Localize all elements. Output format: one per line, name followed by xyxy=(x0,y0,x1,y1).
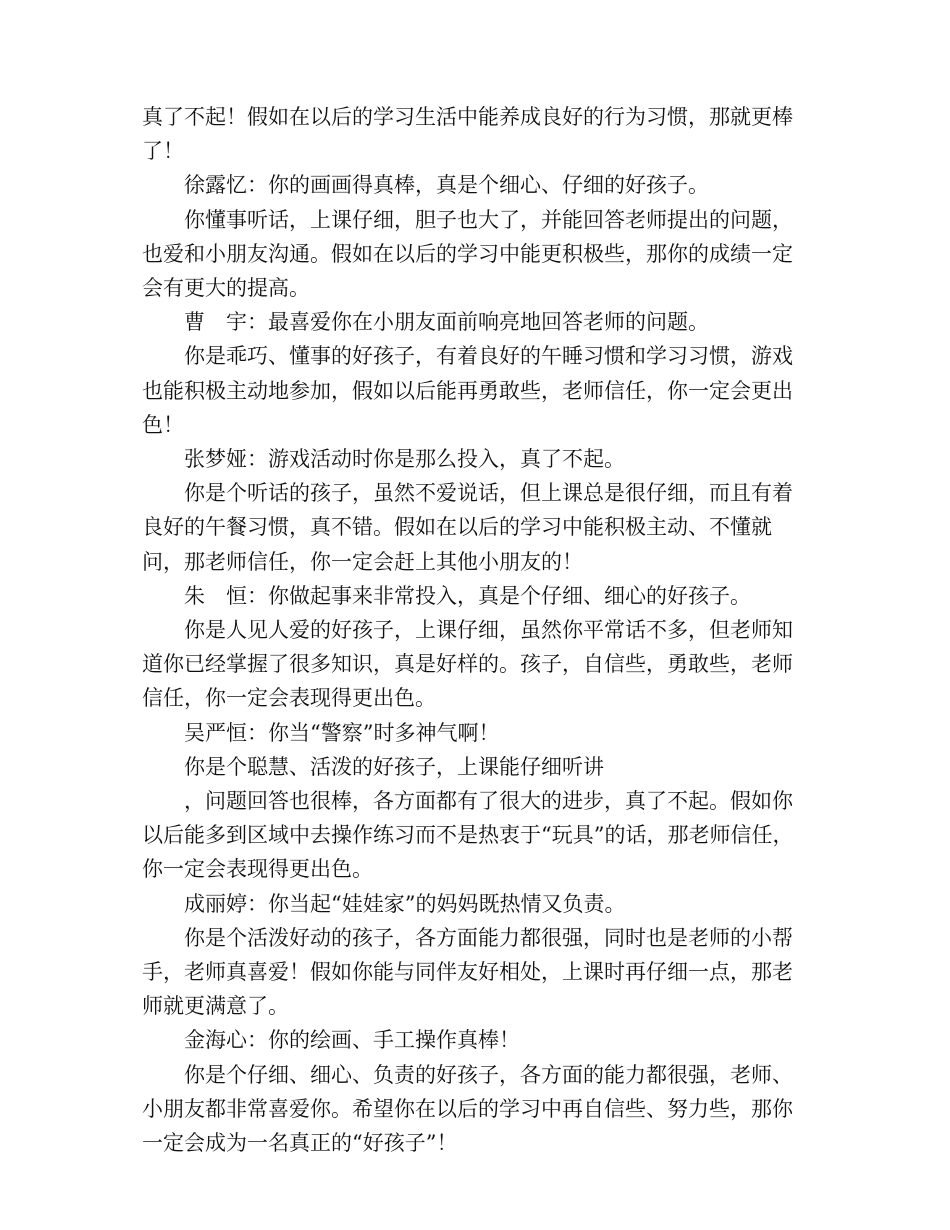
paragraph: 你懂事听话，上课仔细，胆子也大了，并能回答老师提出的问题，也爱和小朋友沟通。假如在以后的学习中能更积极些，那你的成绩一定会有更大的提高。 xyxy=(142,207,793,301)
paragraph: 你是人见人爱的好孩子，上课仔细，虽然你平常话不多，但老师知道你已经掌握了很多知识，真是好样的。孩子，自信些，勇敢些，老师信任，你一定会表现得更出色。 xyxy=(142,618,793,711)
paragraph: 成丽婷：你当起“娃娃家”的妈妈既热情又负责。 xyxy=(184,891,626,916)
paragraph: 徐露忆：你的画画得真棒，真是个细心、仔细的好孩子。 xyxy=(184,173,709,198)
paragraph: 曹 宇：最喜爱你在小朋友面前响亮地回答老师的问题。 xyxy=(184,310,709,335)
paragraph: 你是个听话的孩子，虽然不爱说话，但上课总是很仔细，而且有着良好的午餐习惯，真不错。假如在以后的学习中能积极主动、不懂就问，那老师信任，你一定会赶上其他小朋友的！ xyxy=(142,481,793,574)
paragraph: 张梦娅：游戏活动时你是那么投入，真了不起。 xyxy=(184,447,625,472)
paragraph: 真了不起！假如在以后的学习生活中能养成良好的行为习惯，那就更棒了！ xyxy=(142,105,793,164)
paragraph: 你是个聪慧、活泼的好孩子，上课能仔细听讲 xyxy=(184,754,604,779)
paragraph: 你是个仔细、细心、负责的好孩子，各方面的能力都很强，老师、小朋友都非常喜爱你。希望你在以后的学习中再自信些、努力些，那你一定会成为一名真正的“好孩子”！ xyxy=(142,1062,793,1156)
paragraph: 吴严恒：你当“警察”时多神气啊！ xyxy=(184,720,500,745)
paragraph: 你是个活泼好动的孩子，各方面能力都很强，同时也是老师的小帮手，老师真喜爱！假如你能与同伴友好相处，上课时再仔细一点，那老师就更满意了。 xyxy=(142,925,793,1019)
paragraph: 金海心：你的绘画、手工操作真棒！ xyxy=(184,1028,520,1053)
document-body xyxy=(142,100,812,1160)
paragraph: 你是乖巧、懂事的好孩子，有着良好的午睡习惯和学习习惯，游戏也能积极主动地参加，假如以后能再勇敢些，老师信任，你一定会更出色！ xyxy=(142,344,793,437)
paragraph: 朱 恒：你做起事来非常投入，真是个仔细、细心的好孩子。 xyxy=(184,583,751,608)
paragraph: ，问题回答也很棒，各方面都有了很大的进步，真了不起。假如你以后能多到区域中去操作练习而不是热衷于“玩具”的话，那老师信任，你一定会表现得更出色。 xyxy=(142,789,794,882)
